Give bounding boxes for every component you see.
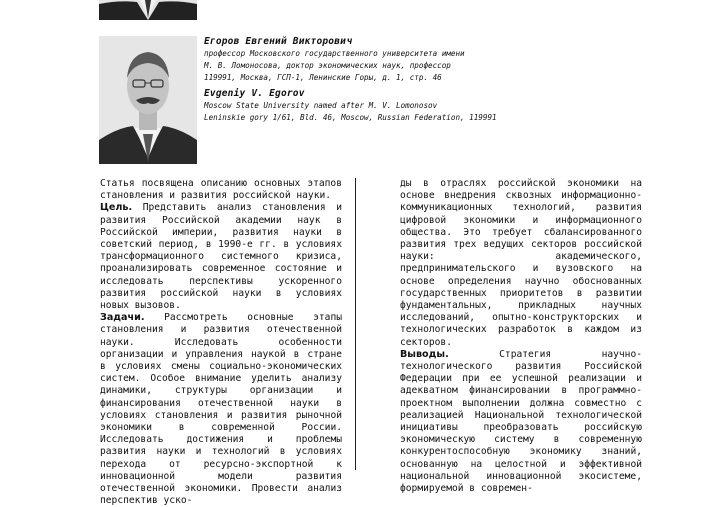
- goal-text: Представить анализ становления и развития Российской академии наук в Российской империи, развития науки в советский период, в 1990-е гг. в условиях трансформационного системного кризиса, проанализировать современное состояние и исследовать перспективы ускоренного развития российской науки в условиях новых вызовов.: [100, 202, 342, 312]
- abstract-findings: [400, 349, 642, 495]
- abstract-right-column: [400, 178, 642, 495]
- author-name-ru: Егоров Евгений Викторович: [204, 36, 352, 47]
- author-position-ru: профессор Московского государственного университета имени: [204, 49, 465, 58]
- author-photo: [99, 36, 197, 164]
- author-photo-previous: [99, 0, 197, 20]
- findings-label: Выводы.: [400, 348, 449, 360]
- column-divider: [355, 178, 356, 470]
- author-affiliation-en: Moscow State University named after M. V. Lomonosov: [204, 101, 438, 110]
- tasks-label: Задачи.: [100, 312, 145, 324]
- abstract-left-column: [100, 178, 342, 507]
- abstract-goal: [100, 202, 342, 312]
- findings-text: Стратегия научно-технологического развития Российской Федерации при ее успешной реализации и адекватном финансировании в программно-проектном выполнении должна совместно с реализацией Национальной технологической инициативы преобразовать российскую экономическую систему в современную конкурентоспособную экономику знаний, основанную на целостной и эффективной национальной инновационной экосистеме, формируемой в современ-: [400, 348, 642, 495]
- abstract-intro: Статья посвящена описанию основных этапов становления и развития российской науки.: [100, 178, 342, 202]
- tasks-text: Рассмотреть основные этапы становления и развития отечественной науки. Исследовать особенности организации и управления наукой в стране в условиях смены социально-экономических систем. Особое внимание уделить анализу динамики, структуры организации и финансирования отечественной науки в условиях становления и развития рыночной экономики в современной России. Исследовать достижения и проблемы развития науки и технологий в условиях перехода от ресурсно-экспортной к инновационной модели развития отечественной экономики. Провести анализ перспектив уско-: [100, 312, 342, 507]
- author-name-en: Evgeniy V. Egorov: [204, 88, 305, 99]
- abstract-tasks: [100, 312, 342, 507]
- author-info: [204, 36, 704, 124]
- author-address-ru: 119991, Москва, ГСП-1, Ленинские Горы, д. 1, стр. 46: [204, 73, 442, 82]
- author-degree-ru: М. В. Ломоносова, доктор экономических наук, профессор: [204, 61, 451, 70]
- abstract-continuation: ды в отраслях российской экономики на основе внедрения сквозных информационно-коммуникационных технологий, развития цифровой экономики и информационного общества. Это требует сбалансированного развития трех ведущих секторов российской науки: академического, предпринимательского и вузовского на основе определения научно обоснованных государственных приоритетов в развитии фундаментальных, прикладных научных исследований, опытно-конструкторских и технологических разработок в каждом из секторов.: [400, 178, 642, 348]
- author-address-en: Leninskie gory 1/61, Bld. 46, Moscow, Russian Federation, 119991: [204, 113, 497, 122]
- goal-label: Цель.: [100, 202, 133, 214]
